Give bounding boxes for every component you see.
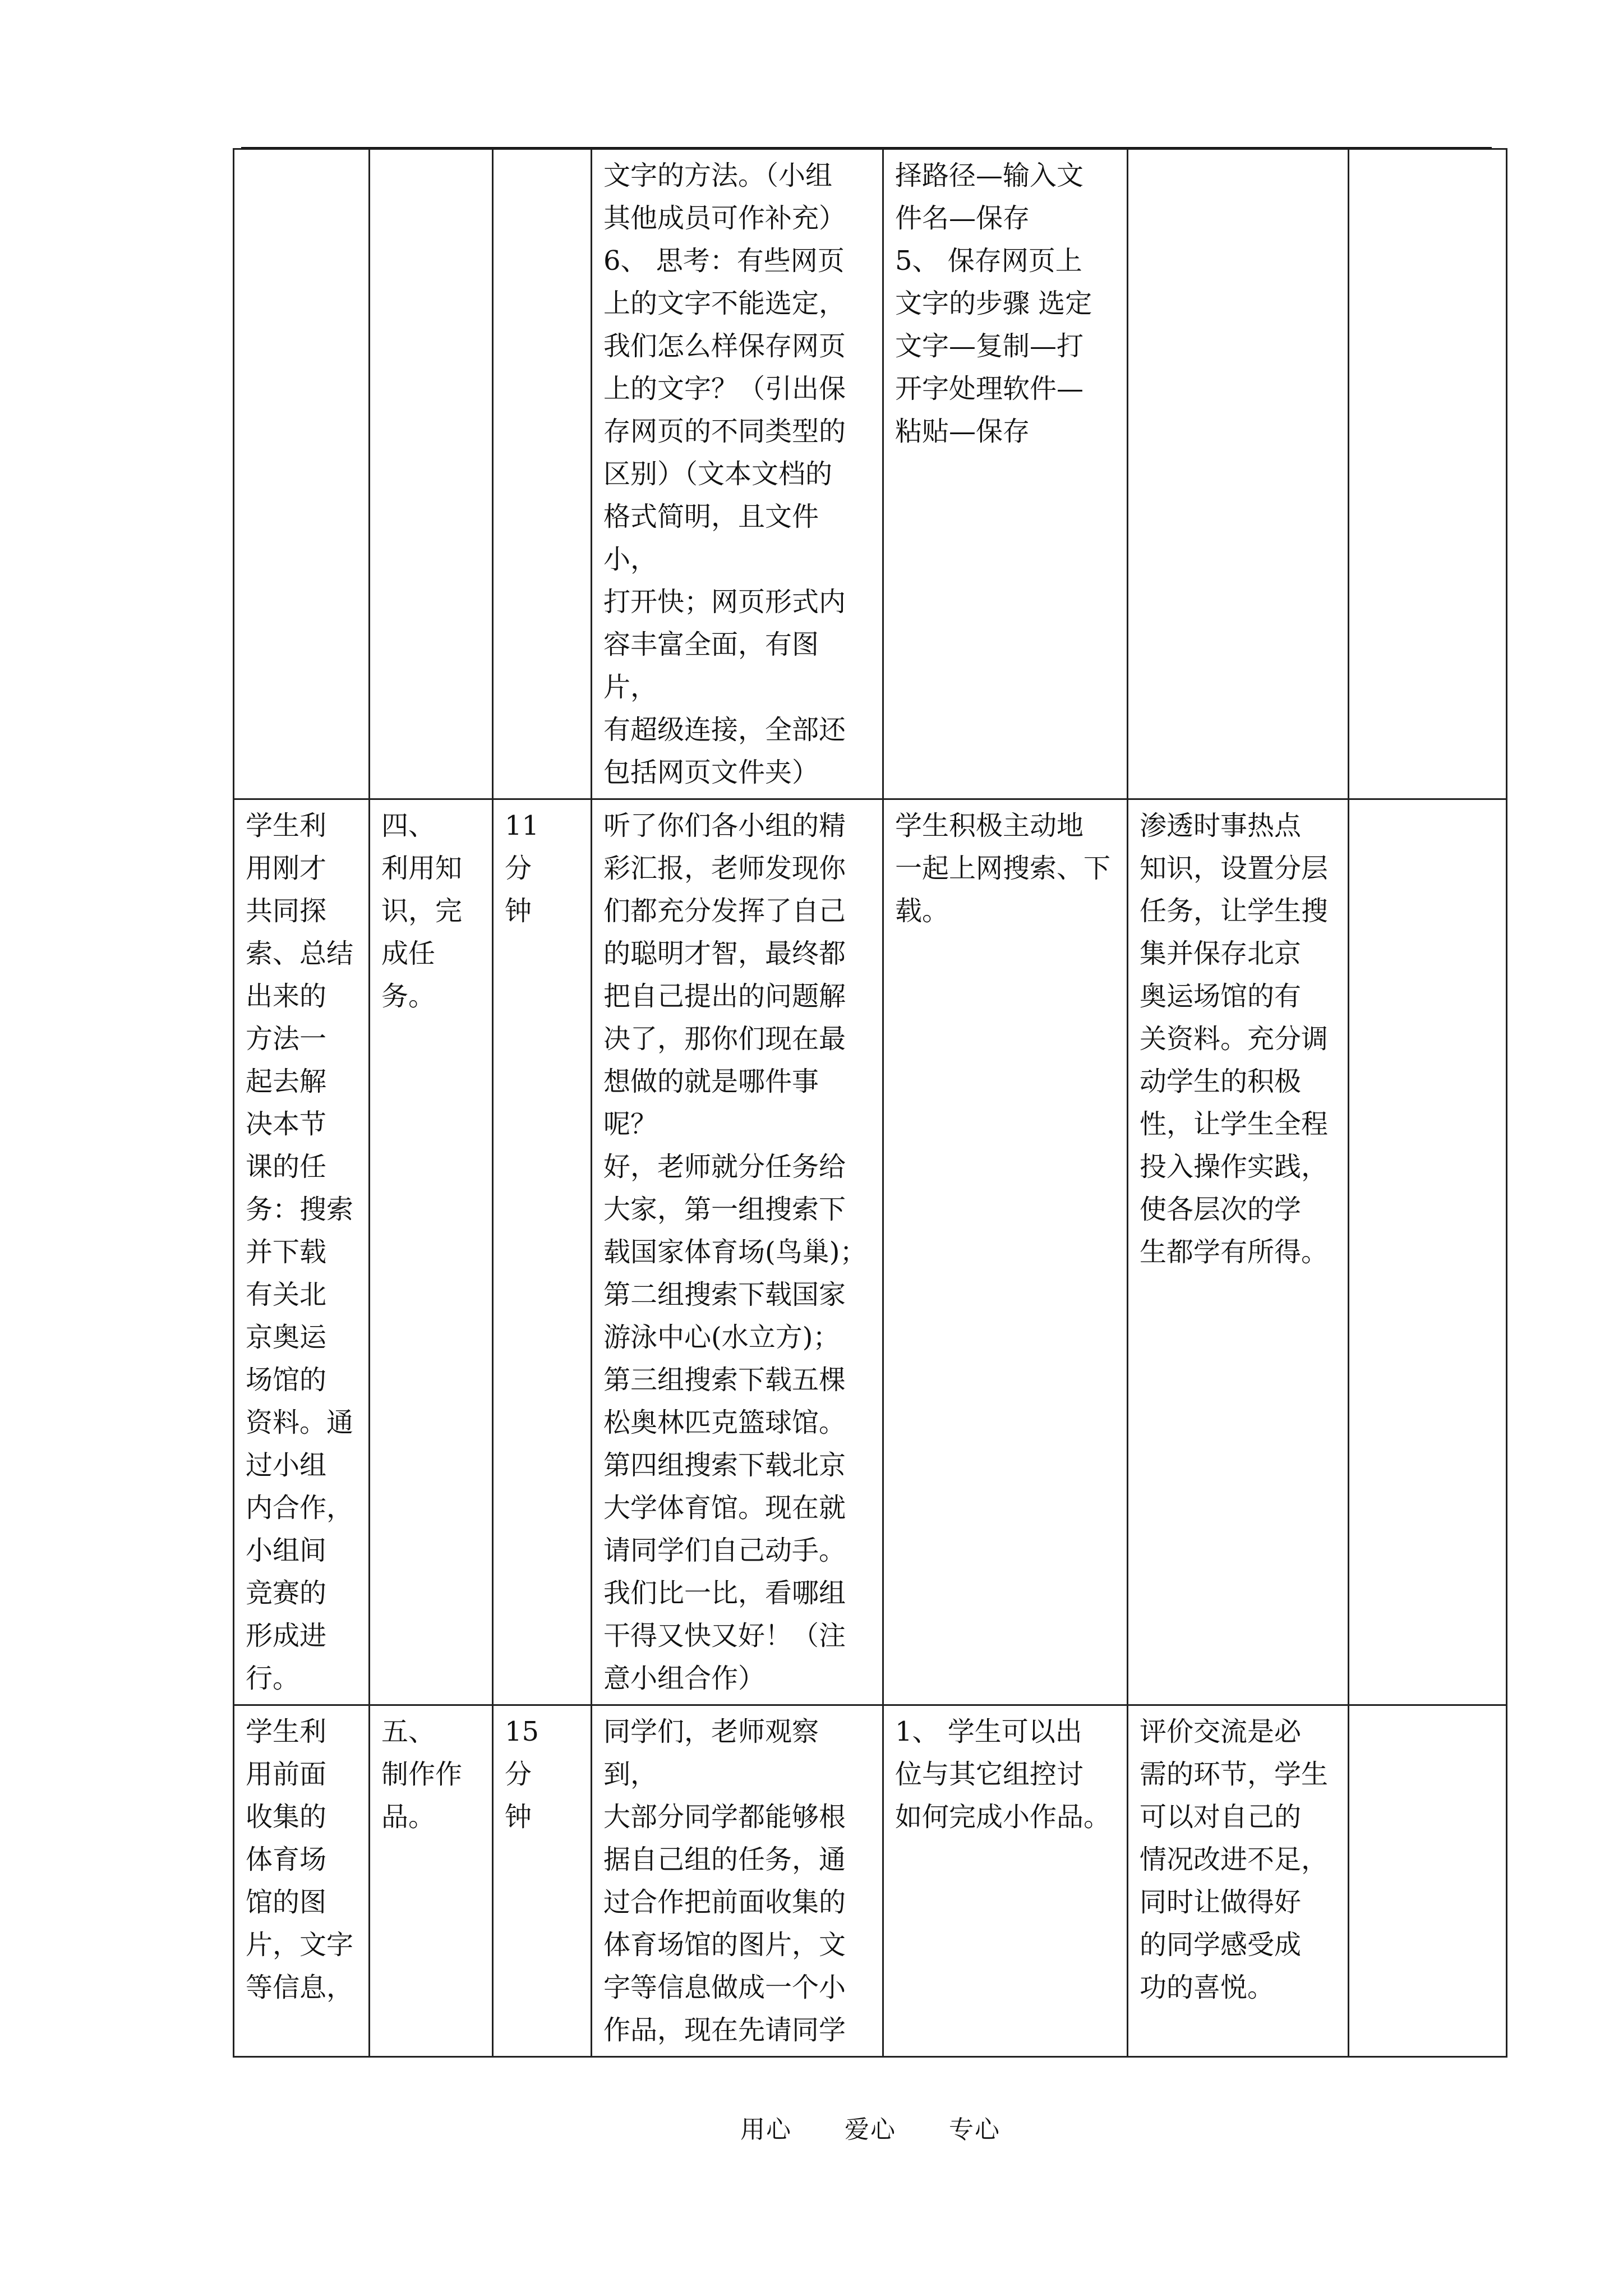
note-cell — [1349, 799, 1507, 1705]
time-cell — [493, 149, 592, 799]
time-cell: 15 分 钟 — [493, 1705, 592, 2057]
step-cell: 四、 利用知 识，完 成任务。 — [370, 799, 493, 1705]
design-intent-cell: 渗透时事热点 知识，设置分层 任务，让学生搜 集并保存北京 奥运场馆的有 关资料。充分调 动学生的积极 性，让学生全程 投入操作实践， 使各层次的学 生都学有所得。 — [1128, 799, 1349, 1705]
note-cell — [1349, 1705, 1507, 2057]
goal-cell — [234, 149, 370, 799]
goal-cell: 学生利 用刚才 共同探 索、总结 出来的 方法一 起去解 决本节 课的任 务：搜索 并下载 有关北 京奥运 场馆的 资料。通 过小组 内合作， 小组间 竞赛的 形成进 行。 — [234, 799, 370, 1705]
table-row — [234, 1705, 1507, 2057]
student-activity-cell: 1、 学生可以出 位与其它组控讨 如何完成小作品。 — [883, 1705, 1128, 2057]
footer-motto-3: 专心 — [949, 2115, 1000, 2144]
table-row — [234, 149, 1507, 799]
time-cell: 11 分 钟 — [493, 799, 592, 1705]
teacher-activity-cell: 听了你们各小组的精 彩汇报，老师发现你 们都充分发挥了自己 的聪明才智，最终都 把自己提出的问题解 决了，那你们现在最 想做的就是哪件事 呢？ 好，老师就分任务给 大家，第一组搜索下 载国家体育场(鸟巢)； 第二组搜索下载国家 游泳中心(水立方)； 第三组搜索下载五棵 松奥林匹克篮球馆。 第四组搜索下载北京 大学体育馆。现在就 请同学们自己动手。 我们比一比，看哪组 干得又快又好！（注 意小组合作） — [592, 799, 883, 1705]
footer-motto-2: 爱心 — [845, 2115, 896, 2144]
design-intent-cell — [1128, 149, 1349, 799]
student-activity-cell: 学生积极主动地 一起上网搜索、下 载。 — [883, 799, 1128, 1705]
student-activity-cell: 择路径—输入文 件名—保存 5、 保存网页上 文字的步骤 选定 文字—复制—打 开字处理软件— 粘贴—保存 — [883, 149, 1128, 799]
footer-motto-1: 用心 — [740, 2115, 792, 2144]
teacher-activity-cell: 同学们，老师观察到， 大部分同学都能够根 据自己组的任务，通 过合作把前面收集的 体育场馆的图片，文 字等信息做成一个小 作品，现在先请同学 — [592, 1705, 883, 2057]
lesson-plan-table — [233, 148, 1507, 2058]
teacher-activity-cell: 文字的方法。（小组 其他成员可作补充） 6、 思考：有些网页 上的文字不能选定， 我们怎么样保存网页 上的文字？（引出保 存网页的不同类型的 区别）（文本文档的 格式简明，且文件小， 打开快；网页形式内 容丰富全面，有图片， 有超级连接，全部还 包括网页文件夹） — [592, 149, 883, 799]
design-intent-cell: 评价交流是必 需的环节，学生 可以对自己的 情况改进不足， 同时让做得好 的同学感受成 功的喜悦。 — [1128, 1705, 1349, 2057]
step-cell — [370, 149, 493, 799]
note-cell — [1349, 149, 1507, 799]
step-cell: 五、 制作作 品。 — [370, 1705, 493, 2057]
page-footer — [740, 2109, 1000, 2145]
table-row — [234, 799, 1507, 1705]
goal-cell: 学生利 用前面 收集的 体育场 馆的图 片，文字 等信息， — [234, 1705, 370, 2057]
